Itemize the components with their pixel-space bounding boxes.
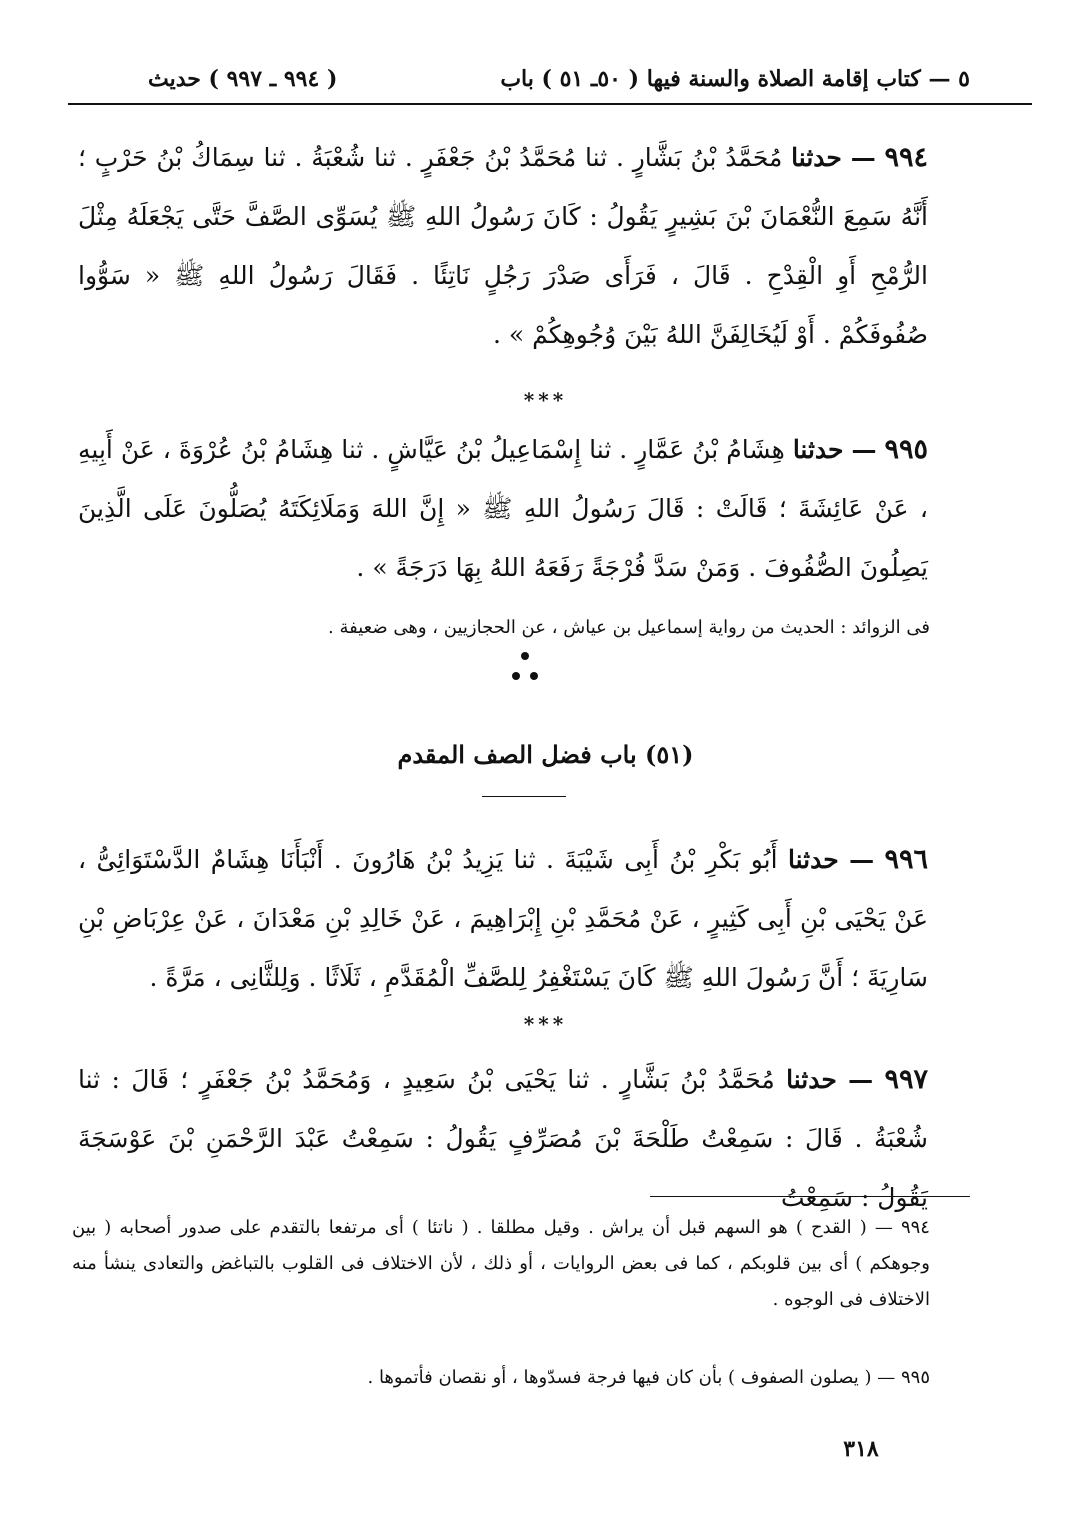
hadith-dash: — [850,143,876,172]
hadith-text: مُحَمَّدُ بْنُ بَشَّارٍ . ثنا يَحْيَى بْنُ سَعِيدٍ ، وَمُحَمَّدُ بْنُ جَعْفَرٍ ؛ قَالَ : ثنا شُعْبَةُ . قَالَ : سَمِعْتُ طَلْحَةَ بْنَ مُصَرِّفٍ يَقُولُ : سَمِعْتُ عَبْدَ الرَّحْمَنِ بْنَ عَوْسَجَةَ يَقُولُ : سَمِعْتُ [78,1065,928,1212]
hadith-number: ٩٩٧ [884,1064,928,1095]
hadith-dash: — [851,435,877,464]
chapter-divider [482,796,566,797]
hadith-994 [78,128,928,364]
hadith-dash: — [848,1065,874,1094]
hadith-lead-word: حدثنا [786,1065,837,1094]
footnote-text: ( يصلون الصفوف ) بأن كان فيها فرجة فسدّوها ، أو نقصان فأتموها . [367,1367,872,1388]
section-separator: *** [523,388,568,412]
header-book-title: ٥ — كتاب إقامة الصلاة والسنة فيها ( ٥٠ـ ٥١ ) باب [500,66,970,92]
hadith-number: ٩٩٦ [884,844,929,875]
ornament-divider [500,648,550,688]
hadith-995-note: فى الزوائد : الحديث من رواية إسماعيل بن عياش ، عن الحجازيين ، وهى ضعيفة . [328,617,930,638]
hadith-997 [78,1050,928,1227]
section-separator: *** [523,1012,568,1036]
hadith-lead-word: حدثنا [787,845,839,874]
hadith-lead-word: حدثنا [791,143,842,172]
hadith-text: هِشَامُ بْنُ عَمَّارٍ . ثنا إِسْمَاعِيلُ بْنُ عَيَّاشٍ . ثنا هِشَامُ بْنُ عُرْوَةَ ، عَنْ أَبِيهِ ، عَنْ عَائِشَةَ ؛ قَالَتْ : قَالَ رَسُولُ اللهِ ﷺ « إِنَّ اللهَ وَمَلَائِكَتَهُ يُصَلُّونَ عَلَى الَّذِينَ يَصِلُونَ الصُّفُوفَ . وَمَنْ سَدَّ فُرْجَةً رَفَعَهُ اللهُ بِهَا دَرَجَةً » . [78,435,928,582]
footnote-number: ٩٩٤ [900,1217,930,1238]
header-divider [68,103,1032,105]
page-number: ٣١٨ [843,1436,879,1462]
hadith-995 [78,420,928,597]
footnote-text: ( القدح ) هو السهم قبل أن يراش . وقيل مطلقا . ( ناتئا ) أى مرتفعا بالتقدم على صدور أصحابه ( بين وجوهكم ) أى بين قلوبكم ، كما فى بعض الروايات ، أو ذلك ، لأن الاختلاف فى القلوب بالتباغض والتعادى ينشأ منه الاختلاف فى الوجوه . [72,1217,930,1310]
footnote-995 [72,1360,930,1396]
footnote-number: ٩٩٥ [900,1367,930,1388]
footnote-divider [650,1196,970,1197]
hadith-dash: — [849,845,875,874]
hadith-number: ٩٩٥ [884,434,929,465]
footnote-994 [72,1210,930,1318]
footnote-dash: — [877,1367,896,1388]
hadith-text: أَبُو بَكْرِ بْنُ أَبِى شَيْبَةَ . ثنا يَزِيدُ بْنُ هَارُونَ . أَنْبَأَنَا هِشَامٌ الدَّسْتَوَائِىُّ ، عَنْ يَحْيَى بْنِ أَبِى كَثِيرٍ ، عَنْ مُحَمَّدِ بْنِ إِبْرَاهِيمَ ، عَنْ خَالِدِ بْنِ مَعْدَانَ ، عَنْ عِرْبَاضِ بْنِ سَارِيَةَ ؛ أَنَّ رَسُولَ اللهِ ﷺ كَانَ يَسْتَغْفِرُ لِلصَّفِّ الْمُقَدَّمِ ، ثَلَاثًا . وَلِلثَّانِى ، مَرَّةً . [78,845,928,992]
hadith-number: ٩٩٤ [884,142,929,173]
header-hadith-range: ( ٩٩٤ ـ ٩٩٧ ) حديث [148,66,338,92]
running-header [70,62,1030,98]
hadith-text: مُحَمَّدُ بْنُ بَشَّارٍ . ثنا مُحَمَّدُ بْنُ جَعْفَرٍ . ثنا شُعْبَةُ . ثنا سِمَاكُ بْنُ حَرْبٍ ؛ أَنَّهُ سَمِعَ النُّعْمَانَ بْنَ بَشِيرٍ يَقُولُ : كَانَ رَسُولُ اللهِ ﷺ يُسَوِّى الصَّفَّ حَتَّى يَجْعَلَهُ مِثْلَ الرُّمْحِ أَوِ الْقِدْحِ . قَالَ ، فَرَأَى صَدْرَ رَجُلٍ نَاتِئًا . فَقَالَ رَسُولُ اللهِ ﷺ « سَوُّوا صُفُوفَكُمْ . أَوْ لَيُخَالِفَنَّ اللهُ بَيْنَ وُجُوهِكُمْ » . [78,143,928,349]
hadith-996 [78,830,928,1007]
hadith-lead-word: حدثنا [792,435,844,464]
chapter-title: (٥١) باب فضل الصف المقدم [397,740,694,769]
footnote-dash: — [874,1217,893,1238]
